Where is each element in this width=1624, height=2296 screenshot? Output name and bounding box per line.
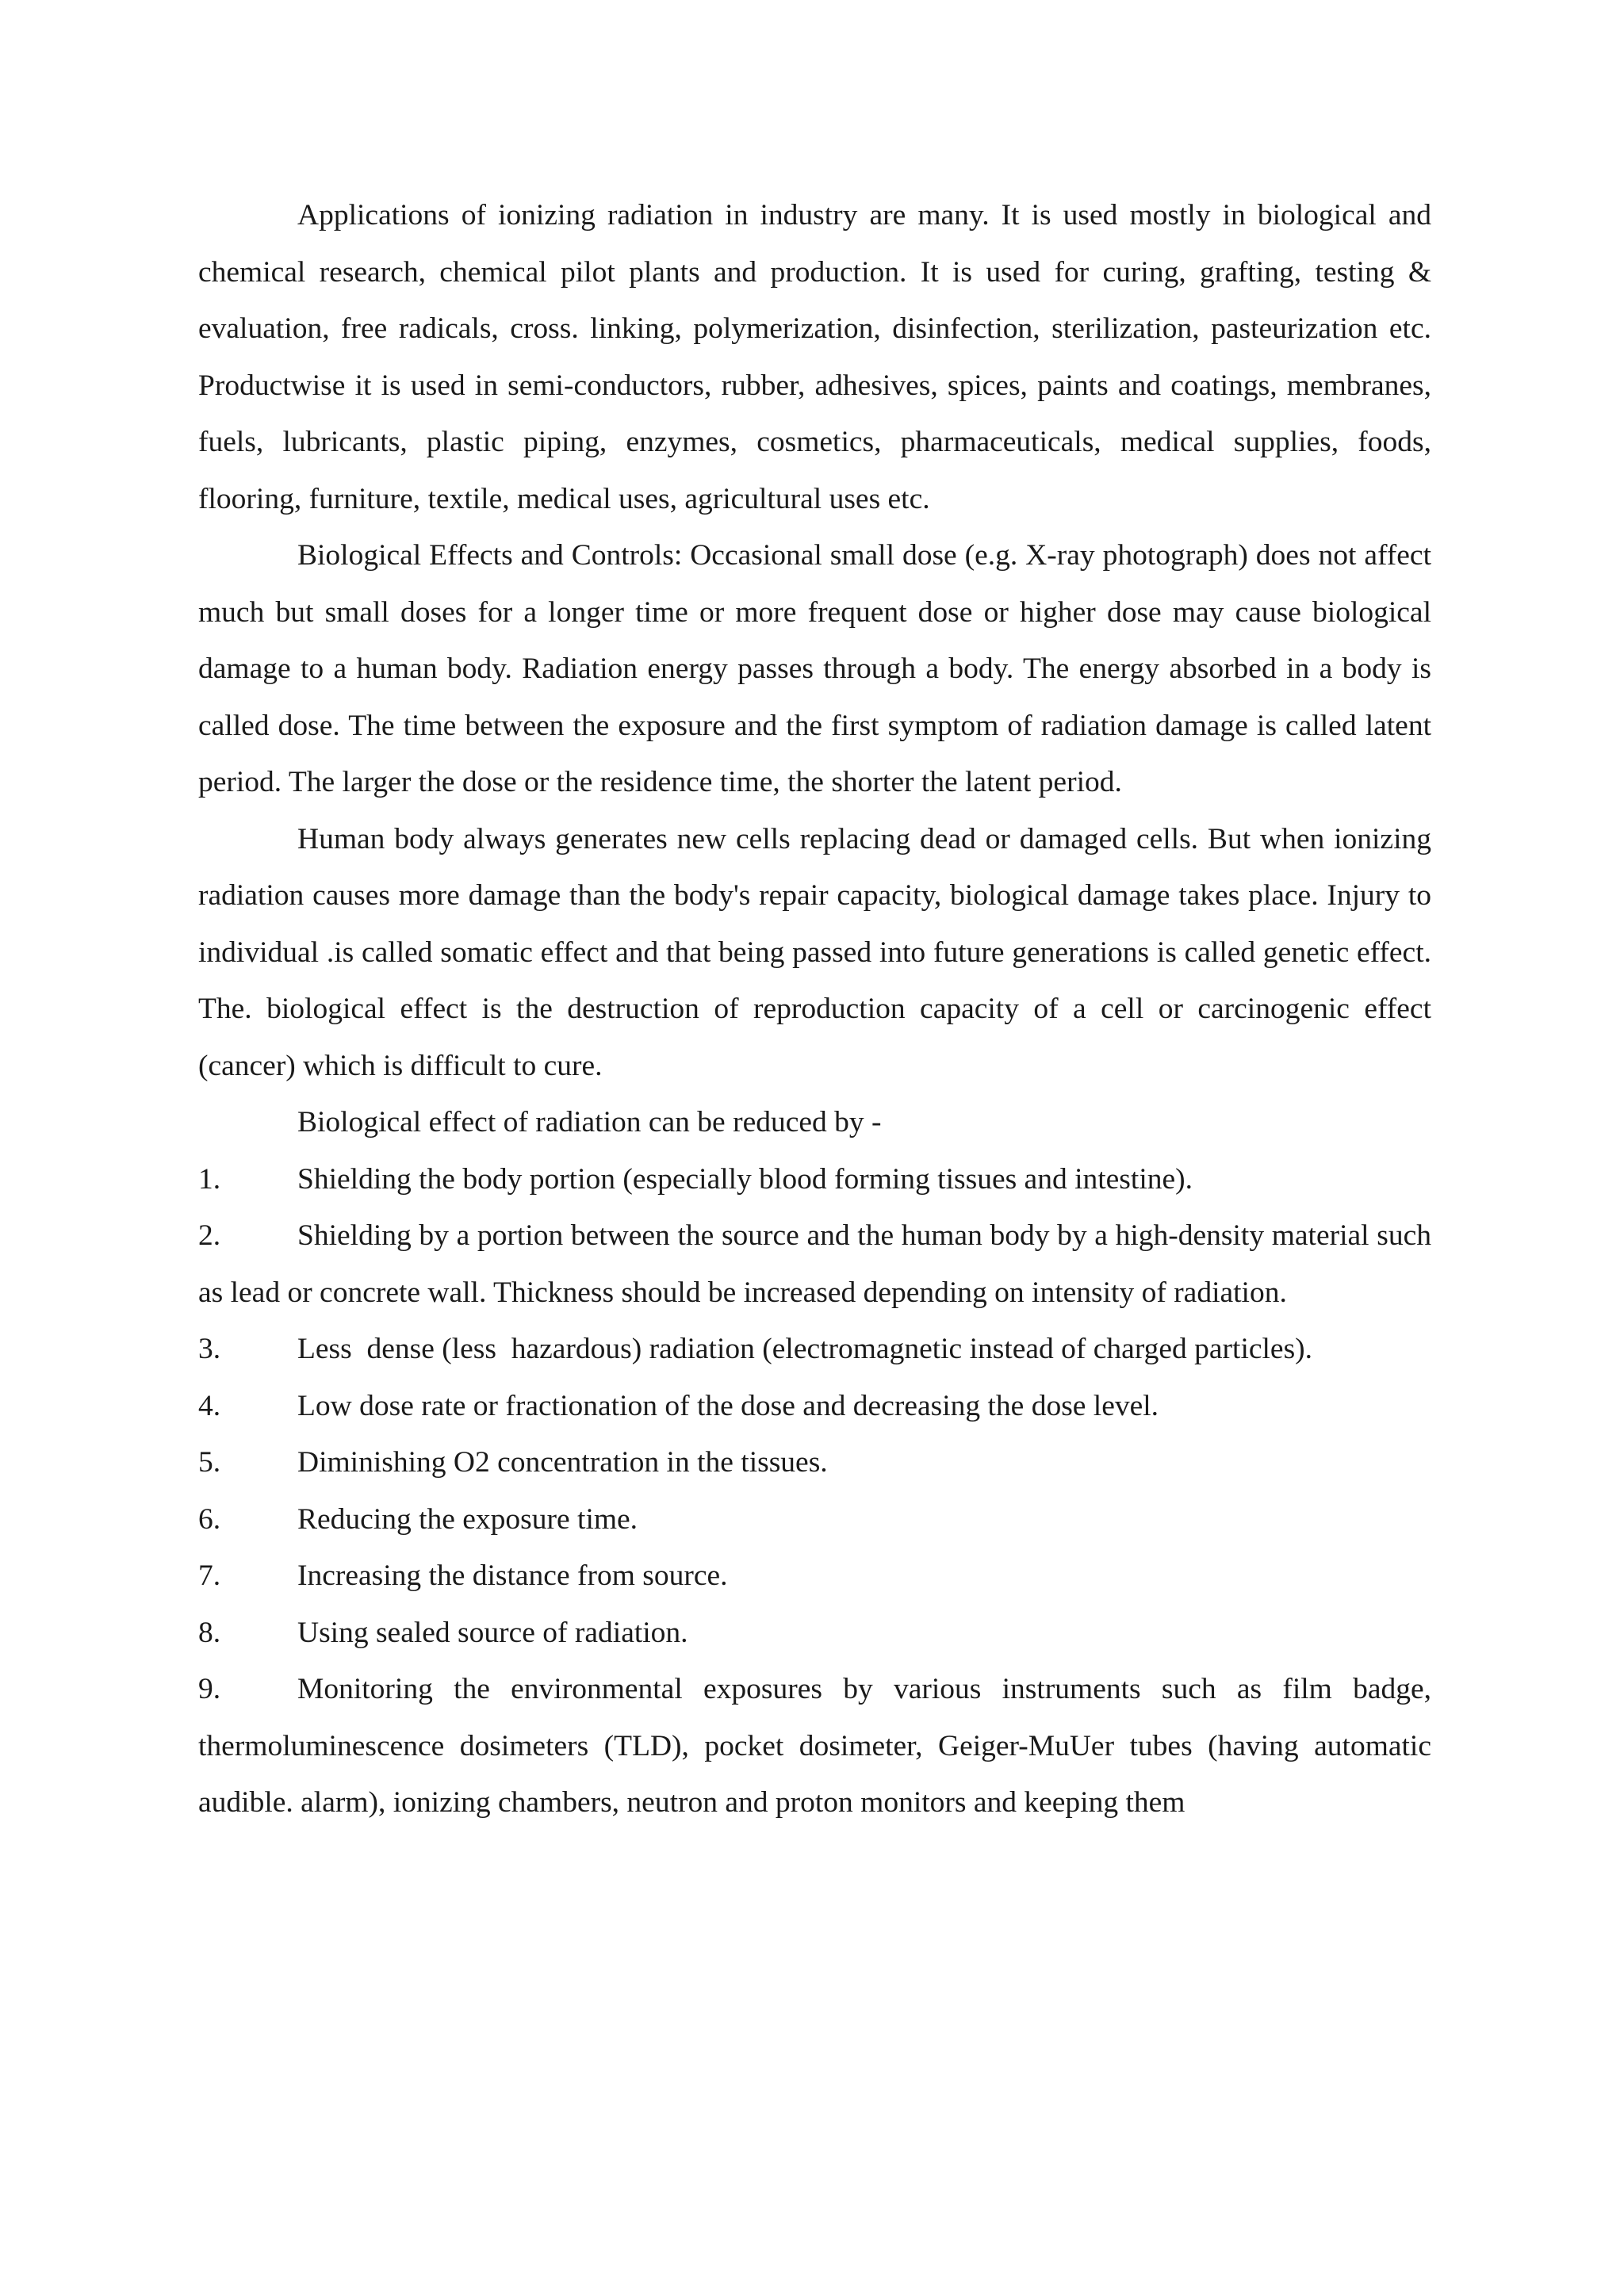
paragraph-applications: Applications of ionizing radiation in industry are many. It is used mostly in biological and chemical research, chemical pilot plants and production. It is used for curing, grafting, testing & evaluation, free radicals, cross. linking, polymerization, disinfection, sterilization, pasteurization etc. Productwise it is used in semi-conductors, rubber, adhesives, spices, paints and coatings, membranes, fuels, lubricants, plastic piping, enzymes, cosmetics, pharmaceuticals, medical supplies, foods, flooring, furniture, textile, medical uses, agricultural uses etc. bbox=[198, 199, 1431, 515]
list-text: Reducing the exposure time. bbox=[297, 1502, 638, 1536]
list-item bbox=[198, 1491, 1431, 1548]
list-text: Less dense (less hazardous) radiation (electromagnetic instead of charged particles). bbox=[297, 1333, 1313, 1365]
list-item bbox=[198, 1378, 1431, 1435]
list-text: Low dose rate or fractionation of the dose and decreasing the dose level. bbox=[297, 1389, 1159, 1422]
list-number: 1. bbox=[198, 1162, 221, 1196]
list-number: 8. bbox=[198, 1616, 221, 1649]
list-number: 9. bbox=[198, 1673, 221, 1705]
list-text: Diminishing O2 concentration in the tissues. bbox=[297, 1446, 828, 1479]
list-number: 3. bbox=[198, 1333, 221, 1365]
paragraph-human-body: Human body always generates new cells replacing dead or damaged cells. But when ionizing radiation causes more damage than the body's repair capacity, biological damage takes place. Injury to individual .is called somatic effect and that being passed into future generations is called genetic effect. The. biological effect is the destruction of reproduction capacity of a cell or carcinogenic effect (cancer) which is difficult to cure. bbox=[198, 822, 1431, 1082]
list-item bbox=[198, 1321, 1431, 1378]
list-text: Shielding by a portion between the source and the human body by a high-density material such as lead or concrete wall. Thickness should be increased depending on intensity of radiation. bbox=[198, 1219, 1431, 1309]
list-number: 4. bbox=[198, 1389, 221, 1422]
list-number: 7. bbox=[198, 1559, 221, 1592]
list-item bbox=[198, 1605, 1431, 1662]
list-text: Monitoring the environmental exposures by various instruments such as film badge, thermoluminescence dosimeters (TLD), pocket dosimeter, Geiger-MuUer tubes (having automatic audible. alarm), ionizing chambers, neutron and proton monitors and keeping them bbox=[198, 1673, 1431, 1819]
list-number: 2. bbox=[198, 1219, 221, 1252]
paragraph-list-intro: Biological effect of radiation can be reduced by - bbox=[297, 1106, 882, 1138]
list-text: Shielding the body portion (especially blood forming tissues and intestine). bbox=[297, 1162, 1193, 1196]
list-item bbox=[198, 1548, 1431, 1605]
list-item bbox=[198, 1151, 1431, 1208]
list-item bbox=[198, 1661, 1431, 1831]
list-text: Using sealed source of radiation. bbox=[297, 1616, 688, 1649]
list-number: 6. bbox=[198, 1502, 221, 1536]
list-item bbox=[198, 1434, 1431, 1491]
list-text: Increasing the distance from source. bbox=[297, 1559, 728, 1592]
paragraph-biological-effects: Biological Effects and Controls: Occasional small dose (e.g. X-ray photograph) does not affect much but small doses for a longer time or more frequent dose or higher dose may cause biological damage to a human body. Radiation energy passes through a body. The energy absorbed in a body is called dose. The time between the exposure and the first symptom of radiation damage is called latent period. The larger the dose or the residence time, the shorter the latent period. bbox=[198, 539, 1431, 798]
document-page bbox=[198, 187, 1431, 1831]
list-number: 5. bbox=[198, 1446, 221, 1479]
list-item bbox=[198, 1207, 1431, 1321]
